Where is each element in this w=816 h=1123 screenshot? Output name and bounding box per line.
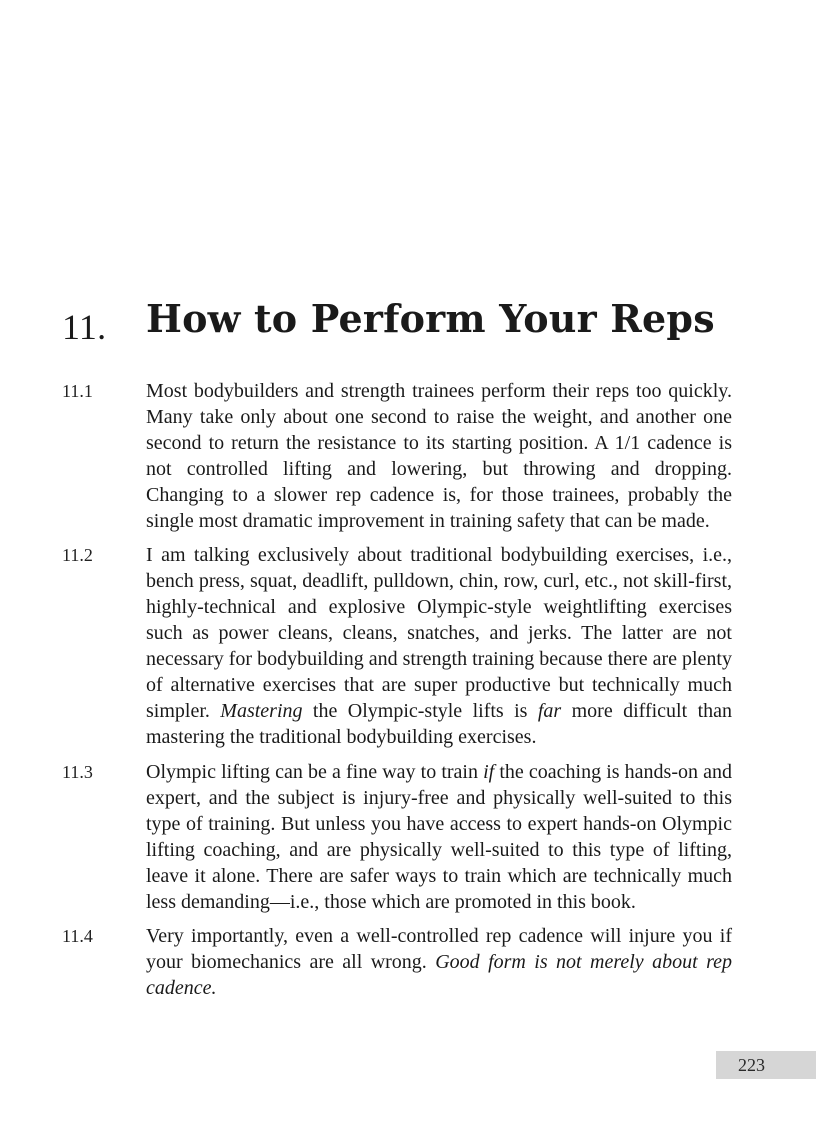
section-number: 11.4: [62, 926, 93, 946]
page-number: [716, 1051, 816, 1079]
emphasis-text: Mastering: [220, 700, 303, 722]
section-paragraph: [146, 542, 732, 750]
paragraph-text: Very importantly, even a well-controlled rep cadence will injure you if your biomechanics are all wrong.: [146, 925, 732, 973]
paragraph-text: Most bodybuilders and strength trainees perform their reps too quickly. Many take only about one second to raise the weight, and another one second to return the resistance to its starting position. A 1/1 cadence is not controlled lifting and lowering, but throwing and dropping. Changing to a slower rep cadence is, for those trainees, probably the single most dramatic improvement in training safety that can be made.: [146, 380, 732, 532]
section-paragraph: [146, 759, 732, 915]
emphasis-text: if: [483, 761, 495, 783]
chapter-heading: How to Perform Your Reps: [146, 296, 715, 341]
section-paragraph: [146, 923, 732, 1001]
paragraph-text: the Olympic-style lifts is: [302, 700, 538, 722]
emphasis-text: Good form is not merely about rep cadence.: [146, 951, 732, 999]
section-number: 11.2: [62, 545, 93, 565]
chapter-title: [62, 296, 762, 356]
page-number-text: 223: [738, 1054, 765, 1075]
section-paragraph: [146, 378, 732, 534]
paragraph-text: Olympic lifting can be a fine way to train: [146, 761, 484, 783]
paragraph-text: more difficult than mastering the traditional bodybuilding exercises.: [146, 700, 733, 748]
chapter-number: 11.: [62, 307, 107, 347]
paragraph-text: I am talking exclusively about traditional bodybuilding exercises, i.e., bench press, squat, deadlift, pulldown, chin, row, curl, etc., not skill-first, highly-technical and explosive Olympic-style weightlifting exercises such as power cleans, cleans, snatches, and jerks. The latter are not necessary for bodybuilding and strength training because there are plenty of alternative exercises that are super productive but technically much simpler.: [146, 544, 732, 722]
emphasis-text: far: [537, 700, 562, 722]
paragraph-text: the coaching is hands-on and expert, and the subject is injury-free and physically well-suited to this type of training. But unless you have access to expert hands-on Olympic lifting coaching, and are physically well-suited to this type of lifting, leave it alone. There are safer ways to train which are technically much less demanding—i.e., those which are promoted in this book.: [146, 761, 732, 913]
section-number: 11.1: [62, 381, 93, 401]
section-number: 11.3: [62, 762, 93, 782]
